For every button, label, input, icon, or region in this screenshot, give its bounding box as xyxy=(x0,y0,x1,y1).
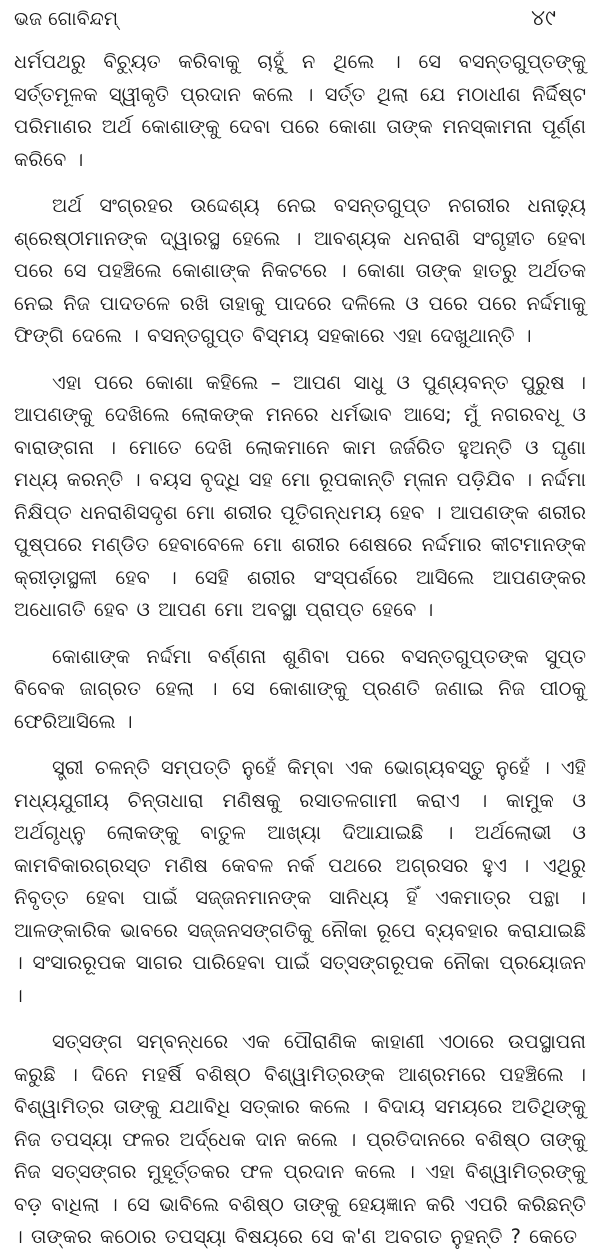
paragraph-2: ଅର୍ଥ ସଂଗ୍ରହର ଉଦ୍ଦେଶ୍ୟ ନେଇ ବସନ୍ତଗୁପ୍ତ ନଗରୀର ଧନାଢ଼୍ୟ ଶ୍ରେଷ୍ଠୀମାନଙ୍କ ଦ୍ୱାରସ୍ଥ ହେଲେ । ଆବଶ୍ୟକ ଧନରାଶି ସଂଗୃହୀତ ହେବା ପରେ ସେ ପହଞ୍ଚିଲେ କୋଶାଙ୍କ ନିକଟରେ । କୋଶା ତାଙ୍କ ହାତରୁ ଅର୍ଥତକ ନେଇ ନିଜ ପାଦତଳେ ରଖି ତାହାକୁ ପାଦରେ ଦଳିଲେ ଓ ପରେ ପରେ ନର୍ଦ୍ଦମାକୁ ଫିଙ୍ଗି ଦେଲେ । ବସନ୍ତଗୁପ୍ତ ବିସ୍ମୟ ସହକାରେ ଏହା ଦେଖୁଥାନ୍ତି । xyxy=(14,194,586,347)
paragraph-3: ଏହା ପରେ କୋଶା କହିଲେ – ଆପଣ ସାଧୁ ଓ ପୁଣ୍ୟବନ୍ତ ପୁରୁଷ । ଆପଣଙ୍କୁ ଦେଖିଲେ ଲୋକଙ୍କ ମନରେ ଧର୍ମଭାବ ଆସେ; ମୁଁ ନଗରବଧୂ ଓ ବାରାଙ୍ଗନା । ମୋତେ ଦେଖି ଲୋକମାନେ କାମ ଜର୍ଜରିତ ହୁଅନ୍ତି ଓ ଘୃଣା ମଧ୍ୟ କରନ୍ତି । ବୟସ ବୃଦ୍ଧି ସହ ମୋ ରୂପକାନ୍ତି ମ୍ଳାନ ପଡ଼ିଯିବ । ନର୍ଦ୍ଦମା ନିକ୍ଷିପ୍ତ ଧନରାଶିସଦୃଶ ମୋ ଶରୀର ପୂତିଗନ୍ଧମୟ ହେବ । ଆପଣଙ୍କ ଶରୀର ପୁଷ୍ପରେ ମଣ୍ଡିତ ହେବାବେଳେ ମୋ ଶରୀର ଶେଷରେ ନର୍ଦ୍ଦମାର କୀଟମାନଙ୍କ କ୍ରୀଡ଼ାସ୍ଥଳୀ ହେବ । ସେହି ଶରୀର ସଂସ୍ପର୍ଶରେ ଆସିଲେ ଆପଣଙ୍କର ଅଧୋଗତି ହେବ ଓ ଆପଣ ମୋ ଅବସ୍ଥା ପ୍ରାପ୍ତ ହେବେ । xyxy=(14,370,586,621)
page-number: ୪୯ xyxy=(530,6,556,31)
body-text xyxy=(14,46,586,1254)
page-header xyxy=(14,6,586,46)
paragraph-4: କୋଶାଙ୍କ ନର୍ଦ୍ଦମା ବର୍ଣ୍ଣନା ଶୁଣିବା ପରେ ବସନ୍ତଗୁପ୍ତଙ୍କ ସୁପ୍ତ ବିବେକ ଜାଗ୍ରତ ହେଲା । ସେ କୋଶାଙ୍କୁ ପ୍ରଣତି ଜଣାଇ ନିଜ ପୀଠକୁ ଫେରିଆସିଲେ । xyxy=(14,644,586,733)
paragraph-6: ସତ୍‌ସଙ୍ଗ ସମ୍ବନ୍ଧରେ ଏକ ପୌରାଣିକ କାହାଣୀ ଏଠାରେ ଉପସ୍ଥାପନା କରୁଛି । ଦିନେ ମହର୍ଷି ବଶିଷ୍ଠ ବିଶ୍ୱାମିତ୍ରଙ୍କ ଆଶ୍ରମରେ ପହଞ୍ଚିଲେ । ବିଶ୍ୱାମିତ୍ର ତାଙ୍କୁ ଯଥାବିଧି ସତ୍କାର କଲେ । ବିଦାୟ ସମୟରେ ଅତିଥିଙ୍କୁ ନିଜ ତପସ୍ୟା ଫଳର ଅର୍ଦ୍ଧେକ ଦାନ କଲେ । ପ୍ରତିଦାନରେ ବଶିଷ୍ଠ ତାଙ୍କୁ ନିଜ ସତ୍‌ସଙ୍ଗର ମୁହୂର୍ତ୍ତକର ଫଳ ପ୍ରଦାନ କଲେ । ଏହା ବିଶ୍ୱାମିତ୍ରଙ୍କୁ ବଡ଼ ବାଧିଲା । ସେ ଭାବିଲେ ବଶିଷ୍ଠ ତାଙ୍କୁ ହେୟଜ୍ଞାନ କରି ଏପରି କରିଛନ୍ତି । ତାଙ୍କର କଠୋର ତପସ୍ୟା ବିଷୟରେ ସେ କ'ଣ ଅବଗତ ନୁହନ୍ତି ? କେତେ xyxy=(14,1030,586,1248)
paragraph-1: ଧର୍ମପଥରୁ ବିଚ୍ୟୁତ କରିବାକୁ ଚାହୁଁ ନ ଥିଲେ । ସେ ବସନ୍ତଗୁପ୍ତଙ୍କୁ ସର୍ତ୍ତମୂଳକ ସ୍ୱୀକୃତି ପ୍ରଦାନ କଲେ । ସର୍ତ୍ତ ଥିଲା ଯେ ମଠାଧୀଶ ନିର୍ଦ୍ଦିଷ୍ଟ ପରିମାଣର ଅର୍ଥ କୋଶାଙ୍କୁ ଦେବା ପରେ କୋଶା ତାଙ୍କ ମନସ୍କାମନା ପୂର୍ଣ୍ଣ କରିବେ । xyxy=(14,50,586,171)
paragraph-5: ସ୍ତ୍ରୀ ଚଳନ୍ତି ସମ୍ପତ୍ତି ନୁହେଁ କିମ୍ବା ଏକ ଭୋଗ୍ୟବସ୍ତୁ ନୁହେଁ । ଏହି ମଧ୍ୟଯୁଗୀୟ ଚିନ୍ତାଧାରା ମଣିଷକୁ ରସାତଳଗାମୀ କରାଏ । କାମୁକ ଓ ଅର୍ଥଗୃଧ୍ନୁ ଲୋକଙ୍କୁ ବାତୁଳ ଆଖ୍ୟା ଦିଆଯାଇଛି । ଅର୍ଥଲୋଭୀ ଓ କାମବିକାରଗ୍ରସ୍ତ ମଣିଷ କେବଳ ନର୍କ ପଥରେ ଅଗ୍ରସର ହୁଏ । ଏଥିରୁ ନିବୃତ୍ତ ହେବା ପାଇଁ ସଜ୍ଜନମାନଙ୍କ ସାନିଧ୍ୟ ହିଁ ଏକମାତ୍ର ପନ୍ଥା । ଆଳଙ୍କାରିକ ଭାବରେ ସଜ୍ଜନସଙ୍ଗତିକୁ ନୌକା ରୂପେ ବ୍ୟବହାର କରାଯାଇଛି । ସଂସାରରୂପକ ସାଗର ପାରିହେବା ପାଇଁ ସତ୍‌ସଙ୍ଗରୂପକ ନୌକା ପ୍ରୟୋଜନ । xyxy=(14,756,586,1007)
running-title: ଭଜ ଗୋବିନ୍ଦମ୍ xyxy=(14,8,119,30)
